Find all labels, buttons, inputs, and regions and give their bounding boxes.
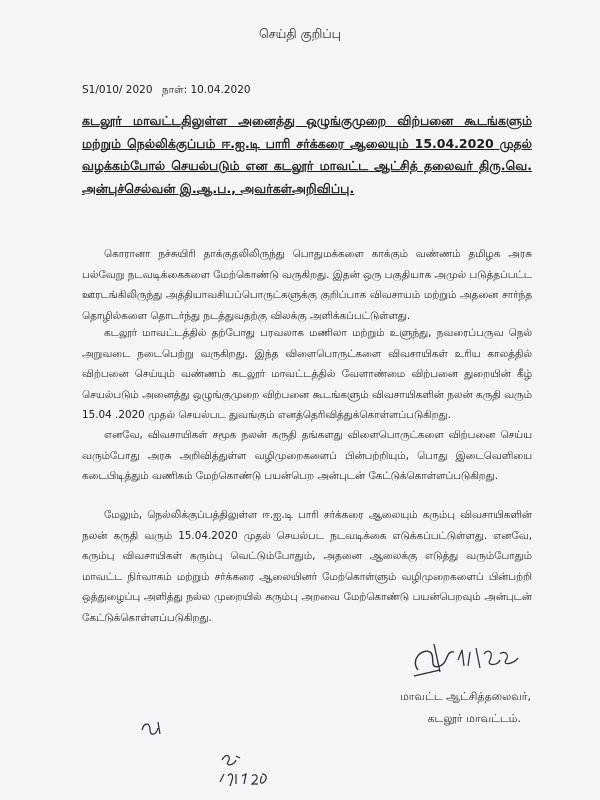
paragraph-4-text: மேலும், நெல்லிக்குப்பத்திலுள்ள ஈ.ஐ.டி பாரி சர்க்கரை ஆலையும் கரும்பு விவசாயிகளின் நலன் கருதி வரும் 15.04.2020 முதல் செயல்பட நடவடிக்கை எடுக்கப்பட்டுள்ளது. எனவே, கரும்பு விவசாயிகள் கரும்பு வெட்டும்போதும், அதனை ஆலைக்கு எடுத்து வரும்போதும் மாவட்ட நிர்வாகம் மற்றும் சர்க்கரை ஆலையினர் மேற்கொள்ளும் வழிமுறைகளைப் பின்பற்றி ஒத்துழைப்பு அளித்து நல்ல முறையில் கரும்பு அறவை மேற்கொண்டு பயன்பெறவும் அன்புடன் கேட்டுக்கொள்ளப்படுகிறது.: [82, 509, 532, 624]
reference-number: S1/010/ 2020: [82, 84, 153, 96]
handwritten-initials-with-date: [216, 748, 276, 792]
paragraph-3: [82, 425, 532, 487]
page-title: செய்தி குறிப்பு: [259, 26, 341, 41]
paragraph-3-text: எனவே, விவசாயிகள் சமூக நலன் கருதி தங்களது விளைபொருட்களை விற்பனை செய்ய வரும்போது அரசு அறிவித்துள்ள வழிமுறைகளைப் பின்பற்றியும், பொது இடைவெளியை கடைபிடித்தும் வணிகம் மேற்கொண்டு பயன்பெற அன்புடன் கேட்டுக்கொள்ளப்படுகிறது.: [82, 429, 532, 482]
paragraph-4: [82, 505, 532, 628]
reference-line: [82, 84, 251, 97]
handwritten-initial-mark: [138, 716, 168, 738]
reference-date: நாள்: 10.04.2020: [161, 84, 251, 96]
paragraph-1: [82, 244, 532, 326]
handwritten-signature: [400, 630, 530, 690]
paragraph-2: [82, 323, 532, 426]
signatory-designation: மாவட்ட ஆட்சித்தலைவர்,: [399, 690, 531, 703]
paragraph-2-text: கடலூர் மாவட்டத்தில் தற்போது பரவலாக மணிலா மற்றும் உளுந்து, நவரைப்பருவ நெல் அறுவடை நடைபெற்று வருகிறது. இந்த விளைபொருட்களை விவசாயிகள் உரிய காலத்தில் விற்பனை செய்யும் வண்ணம் கடலூர் மாவட்டத்தில் வேளாண்மை விற்பனை துறையின் கீழ் செயல்படும் அனைத்து ஒழுங்குமுறை விற்பனை கூடங்களும் விவசாயிகளின் நலன் கருதி வரும் 15.04 .2020 முதல் செயல்பட துவங்கும் எனத்தெரிவித்துக்கொள்ளப்படுகிறது.: [82, 327, 532, 421]
paragraph-1-text: கொரானா நச்சுயிரி தாக்குதலிலிருந்து பொதுமக்களை காக்கும் வண்ணம் தமிழக அரசு பல்வேறு நடவடிக்கைகளை மேற்கொண்டு வருகிறது. இதன் ஒரு பகுதியாக அமுல் படுத்தப்பட்ட ஊரடங்கிலிருந்து அத்தியாவசியப்பொருட்களுக்கு குறிப்பாக விவசாயம் மற்றும் அதனை சார்ந்த தொழில்களை தொடர்ந்து நடத்துவதற்கு விலக்கு அளிக்கப்பட்டுள்ளது.: [82, 248, 532, 322]
signatory-district: கடலூர் மாவட்டம்.: [427, 712, 521, 725]
subject-heading: கடலூர் மாவட்டதிலுள்ள அனைத்து ஒழுங்குமுறை விற்பனை கூடங்களும் மற்றும் நெல்லிக்குப்பம் ஈ.ஐ.டி பாரி சர்க்கரை ஆலையும் 15.04.2020 முதல் வழக்கம்போல் செயல்படும் என கடலூர் மாவட்ட ஆட்சித் தலைவர் திரு.வெ. அன்புச்செல்வன் இ.ஆ.ப., அவர்கள்அறிவிப்பு.: [82, 113, 532, 196]
